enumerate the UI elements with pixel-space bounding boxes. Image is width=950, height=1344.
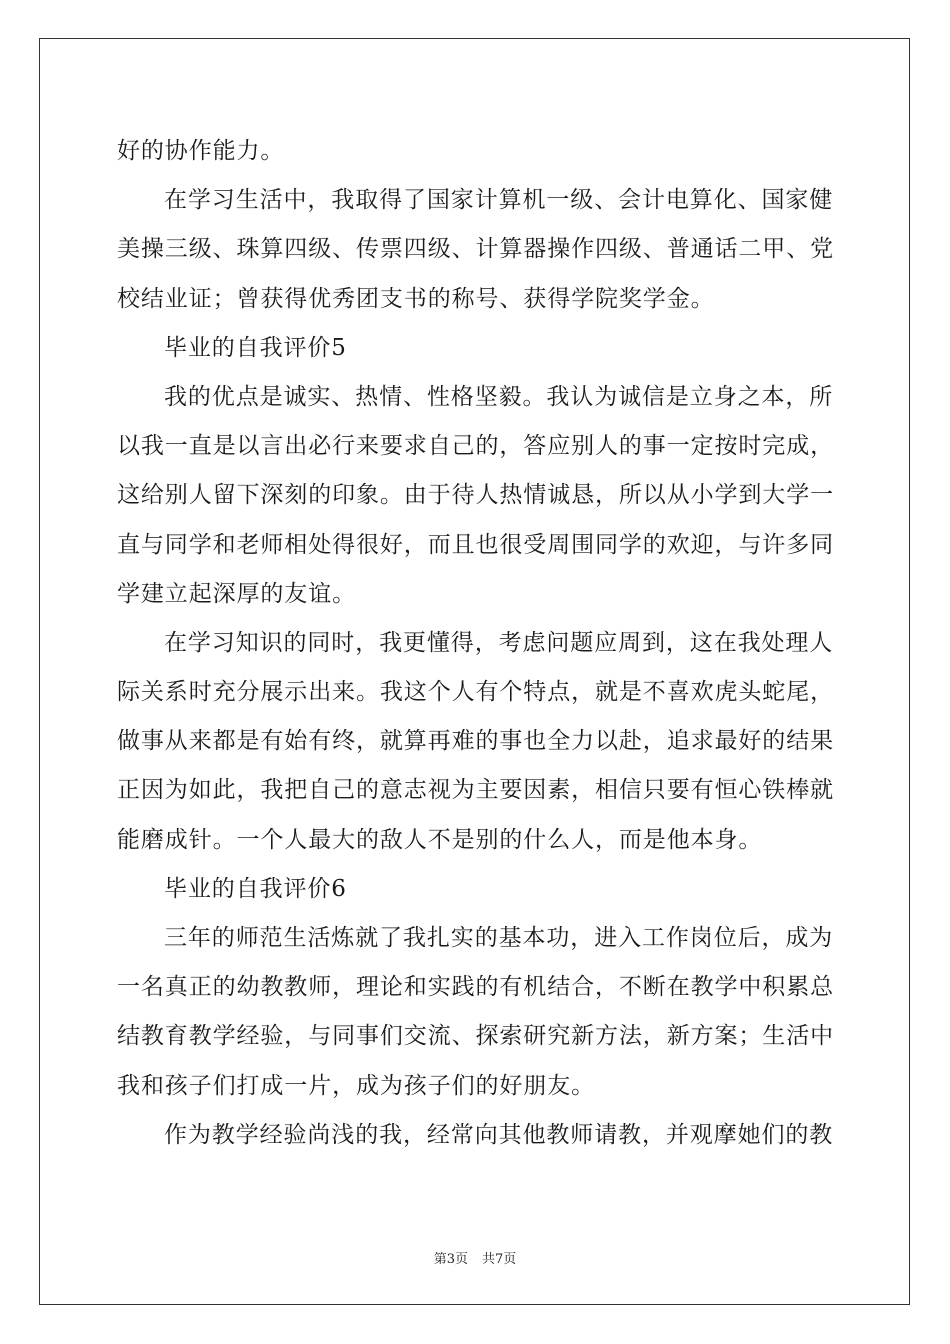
text-line: 一名真正的幼教教师，理论和实践的有机结合，不断在教学中积累总 — [117, 974, 834, 1001]
page-number: 第3页 — [433, 1252, 468, 1267]
text-line: 际关系时充分展示出来。我这个人有个特点，就是不喜欢虎头蛇尾， — [117, 679, 834, 706]
text-line: 毕业的自我评价5 — [164, 334, 347, 361]
text-line: 在学习生活中，我取得了国家计算机一级、会计电算化、国家健 — [164, 187, 834, 214]
text-line: 我的优点是诚实、热情、性格坚毅。我认为诚信是立身之本，所 — [164, 383, 834, 410]
page-total: 共7页 — [482, 1252, 517, 1267]
text-line: 三年的师范生活炼就了我扎实的基本功，进入工作岗位后，成为 — [164, 925, 834, 951]
text-line: 能磨成针。一个人最大的敌人不是别的什么人，而是他本身。 — [117, 826, 763, 853]
text-line: 以我一直是以言出必行来要求自己的，答应别人的事一定按时完成， — [117, 433, 834, 460]
text-line: 毕业的自我评价6 — [164, 875, 347, 902]
text-line: 学建立起深厚的友谊。 — [117, 580, 356, 607]
text-line: 直与同学和老师相处得很好，而且也很受周围同学的欢迎，与许多同 — [117, 531, 834, 558]
text-line: 我和孩子们打成一片，成为孩子们的好朋友。 — [117, 1072, 595, 1099]
text-line: 做事从来都是有始有终，就算再难的事也全力以赴，追求最好的结果 — [117, 728, 834, 755]
text-line: 这给别人留下深刻的印象。由于待人热情诚恳，所以从小学到大学一 — [117, 482, 834, 509]
text-line: 正因为如此，我把自己的意志视为主要因素，相信只要有恒心铁棒就 — [117, 777, 834, 804]
text-line: 作为教学经验尚浅的我，经常向其他教师请教，并观摩她们的教 — [164, 1121, 834, 1148]
text-line: 在学习知识的同时，我更懂得，考虑问题应周到，这在我处理人 — [164, 629, 834, 656]
text-line: 好的协作能力。 — [117, 138, 285, 164]
text-line: 校结业证；曾获得优秀团支书的称号、获得学院奖学金。 — [117, 285, 715, 312]
text-line: 美操三级、珠算四级、传票四级、计算器操作四级、普通话二甲、党 — [117, 236, 834, 263]
page-footer — [0, 1248, 950, 1267]
document-body — [117, 127, 834, 1160]
text-line: 结教育教学经验，与同事们交流、探索研究新方法，新方案；生活中 — [117, 1023, 834, 1050]
